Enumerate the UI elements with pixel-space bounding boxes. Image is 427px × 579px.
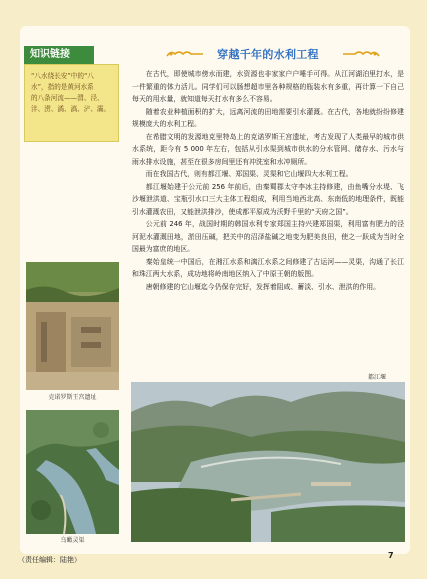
article-paragraph: 都江堰始建于公元前 256 年前后，由秦蜀郡太守李冰主持修建，由鱼嘴分水堤、飞沙堰泄洪道、宝瓶引水口三大主体工程组成，利用当地西北高、东南低的地理条件，既能引水灌溉农田，又能泄洪排沙，使成都平原成为沃野千里的“天府之国”。 — [132, 182, 404, 216]
knowledge-link-tag: 知识链接 — [24, 46, 94, 64]
article-paragraph: 随着农业种植面积的扩大，远离河流的田地需要引水灌溉。在古代，各地就纷纷修建规模庞大的水利工程。 — [132, 107, 404, 128]
knowledge-line: 沣、涝、潏、滈、浐、灞。 — [31, 105, 111, 113]
dujiangyan-photo — [131, 382, 405, 542]
article-paragraph: 在古代，即使城市傍水而建，水资源也非家家户户唾手可得。从江河湖泊里打水，是一件繁重的体力活儿。同学们可以肠想超市里各种规格的瓶装水有多重，再计算一下自己每天的用水量，就知道每天打水有多么不容易。 — [132, 70, 404, 103]
lingqu-caption: 乌瞰灵渠 — [60, 537, 85, 544]
knowledge-box — [24, 64, 119, 142]
palace-ruins-photo — [26, 262, 119, 390]
article-paragraph: 在希腊文明的发源地克里特岛上的克诺罗斯王宫遗址，考古发现了人类最早的城市供水系统，距今有 5 000 年左右，包括从引水渠到城市供水的分水管网、储存水、污水与雨水排水设施，甚至在很多房间里还有冲洗室和水冲厕所。 — [132, 132, 404, 166]
lingqu-aerial-photo — [26, 410, 119, 534]
article-paragraph: 秦始皇统一中国后，在湘江水系和漓江水系之间修建了古运河——灵渠，沟通了长江和珠江两大水系，成功地将岭南地区纳入了中原王朝的版图。 — [132, 257, 404, 278]
knowledge-line: 的八条河流——渭、泾、 — [31, 94, 104, 102]
dujiangyan-caption: 都江堰 — [368, 374, 387, 381]
article-body — [132, 68, 404, 293]
article-paragraph: 公元前 246 年，战国时期的韩国水利专家郑国主持兴建郑国渠，利用富有肥力的泾河泥水灌溉田地，淤田压碱，把关中的沼泽盐碱之地变为肥美良田，使之一跃成为当时全国最为富庶的地区。 — [132, 220, 404, 253]
page-number: 7 — [388, 551, 394, 560]
lingqu-aerial-illustration — [26, 410, 119, 534]
article-paragraph: 唐朝修建的它山堰迄今仍保存完好，发挥着阻咸、蓄淡、引水、泄洪的作用。 — [145, 282, 381, 291]
article-paragraph: 而在我国古代，则有都江堰、郑国渠、灵渠和它山堰四大水利工程。 — [145, 170, 353, 178]
article-title: 穿越千年的水利工程 — [217, 48, 319, 61]
editor-credit: （责任编辑：陆艳） — [18, 556, 81, 564]
palace-ruins-illustration — [26, 262, 119, 390]
knowledge-line: “八水绕长安”中的“八 — [31, 72, 94, 80]
cloud-ornament-icon — [341, 48, 381, 60]
article-title-bar — [135, 44, 405, 64]
palace-ruins-caption: 克诺罗斯王宫遗址 — [48, 394, 97, 401]
knowledge-line: 水”，指的是黄河水系 — [31, 83, 94, 91]
dujiangyan-illustration — [131, 382, 405, 542]
